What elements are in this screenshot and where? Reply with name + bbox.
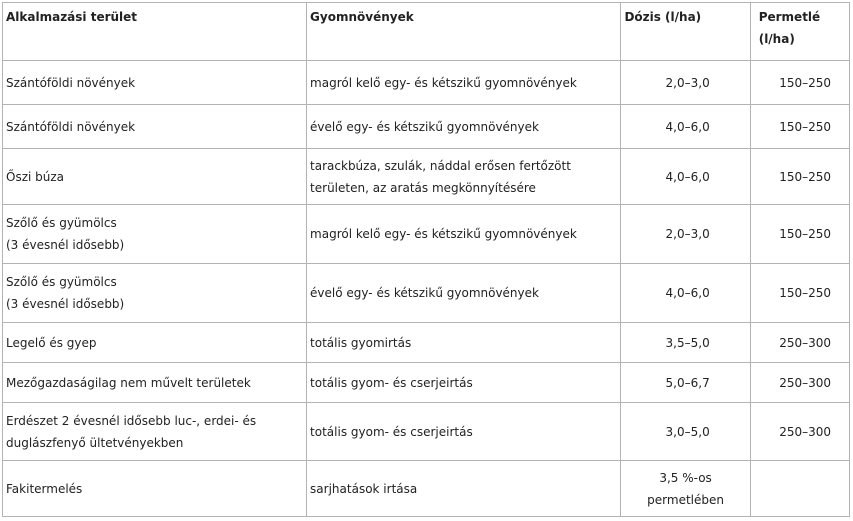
cell-dose: 5,0–6,7 [621, 363, 750, 403]
cell-area: Erdészet 2 évesnél idősebb luc-, erdei- és duglászfenyő ültetvényekben [3, 403, 307, 461]
cell-dose: 2,0–3,0 [621, 205, 750, 264]
cell-spray: 150–250 [750, 205, 849, 264]
cell-weeds: sarjhatások irtása [307, 461, 621, 517]
cell-area: Mezőgazdaságilag nem művelt területek [3, 363, 307, 403]
cell-weeds: magról kelő egy- és kétszikű gyomnövények [307, 205, 621, 264]
cell-area: Fakitermelés [3, 461, 307, 517]
header-weeds: Gyomnövények [307, 3, 621, 61]
cell-dose: 2,0–3,0 [621, 61, 750, 105]
cell-weeds: totális gyom- és cserjeirtás [307, 403, 621, 461]
table-row [3, 61, 850, 105]
cell-area: Szőlő és gyümölcs (3 évesnél idősebb) [3, 205, 307, 264]
header-area: Alkalmazási terület [3, 3, 307, 61]
header-row [3, 3, 850, 61]
table-row [3, 264, 850, 323]
cell-spray: 150–250 [750, 105, 849, 149]
table-row [3, 105, 850, 149]
header-dose: Dózis (l/ha) [621, 3, 750, 61]
cell-spray: 150–250 [750, 61, 849, 105]
header-spray: Permetlé (l/ha) [750, 3, 849, 61]
cell-dose: 4,0–6,0 [621, 264, 750, 323]
cell-weeds: tarackbúza, szulák, náddal erősen fertőzött területen, az aratás megkönnyítésére [307, 149, 621, 205]
table-row [3, 149, 850, 205]
cell-area: Őszi búza [3, 149, 307, 205]
table-row [3, 363, 850, 403]
cell-dose: 3,5–5,0 [621, 323, 750, 363]
cell-area: Szántóföldi növények [3, 61, 307, 105]
cell-spray: 250–300 [750, 323, 849, 363]
cell-dose: 3,5 %-os permetlében [621, 461, 750, 517]
table-row [3, 205, 850, 264]
cell-dose: 3,0–5,0 [621, 403, 750, 461]
cell-spray: 150–250 [750, 149, 849, 205]
cell-weeds: évelő egy- és kétszikű gyomnövények [307, 264, 621, 323]
cell-weeds: évelő egy- és kétszikű gyomnövények [307, 105, 621, 149]
cell-area: Szántóföldi növények [3, 105, 307, 149]
cell-spray: 250–300 [750, 363, 849, 403]
table-row [3, 403, 850, 461]
cell-weeds: totális gyom- és cserjeirtás [307, 363, 621, 403]
herbicide-dosage-table [2, 2, 850, 517]
cell-weeds: totális gyomirtás [307, 323, 621, 363]
cell-area: Legelő és gyep [3, 323, 307, 363]
cell-dose: 4,0–6,0 [621, 105, 750, 149]
table-row [3, 323, 850, 363]
cell-spray [750, 461, 849, 517]
cell-spray: 150–250 [750, 264, 849, 323]
cell-spray: 250–300 [750, 403, 849, 461]
cell-area: Szőlő és gyümölcs (3 évesnél idősebb) [3, 264, 307, 323]
cell-weeds: magról kelő egy- és kétszikű gyomnövények [307, 61, 621, 105]
table-row [3, 461, 850, 517]
cell-dose: 4,0–6,0 [621, 149, 750, 205]
